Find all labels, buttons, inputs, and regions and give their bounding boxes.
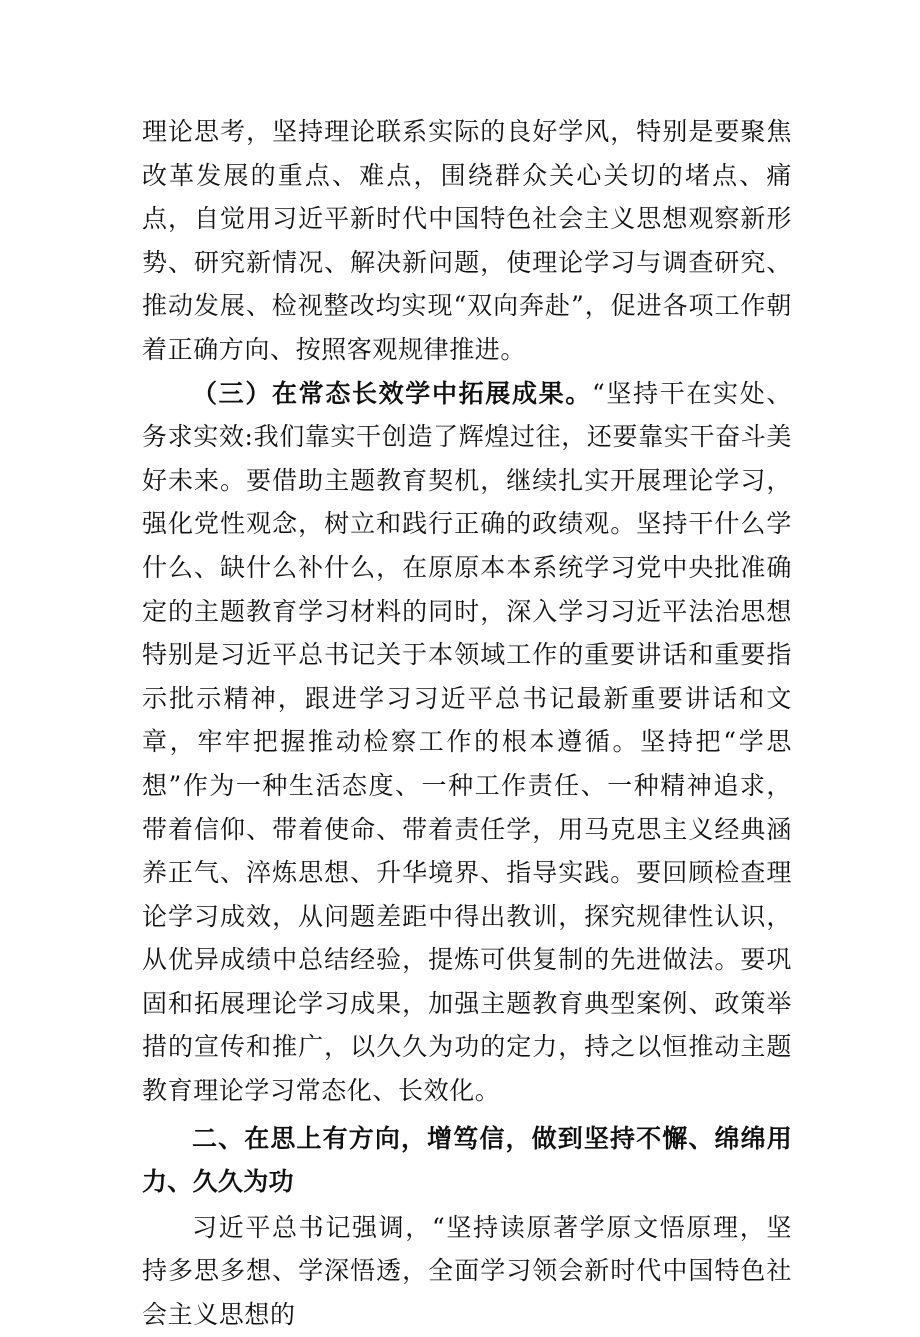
body-paragraph: 理论思考，坚持理论联系实际的良好学风，特别是要聚焦改革发展的重点、难点，围绕群众关心关切的堵点、痛点，自觉用习近平新时代中国特色社会主义思想观察新形势、研究新情况、解决新问题，使理论学习与调查研究、推动发展、检视整改均实现“双向奔赴”，促进各项工作朝着正确方向、按照客观规律推进。 bbox=[142, 117, 792, 364]
paragraph-body: “坚持干在实处、务求实效:我们靠实干创造了辉煌过往，还要靠实干奋斗美好未来。要借助主题教育契机，继续扎实开展理论学习，强化党性观念，树立和践行正确的政绩观。坚持干什么学什么、缺什么补什么，在原原本本系统学习党中央批准确定的主题教育学习材料的同时，深入学习习近平法治思想特别是习近平总书记关于本领域工作的重要讲话和重要指示批示精神，跟进学习习近平总书记最新重要讲话和文章，牢牢把握推动检察工作的根本遵循。坚持把“学思想”作为一种生活态度、一种工作责任、一种精神追求，带着信仰、带着使命、带着责任学，用马克思主义经典涵养正气、淬炼思想、升华境界、指导实践。要回顾检查理论学习成效，从问题差距中得出教训，探究规律性认识，从优异成绩中总结经验，提炼可供复制的先进做法。要巩固和拓展理论学习成果，加强主题教育典型案例、政策举措的宣传和推广，以久久为功的定力，持之以恒推动主题教育理论学习常态化、长效化。 bbox=[142, 378, 792, 1106]
body-paragraph-with-subheading bbox=[142, 372, 792, 1113]
body-paragraph: 习近平总书记强调，“坚持读原著学原文悟原理，坚持多思多想、学深悟透，全面学习领会新时代中国特色社会主义思想的 bbox=[142, 1212, 792, 1330]
document-page bbox=[142, 110, 792, 1337]
sub-heading: （三）在常态长效学中拓展成果。 bbox=[192, 378, 592, 408]
section-heading: 二、在思上有方向，增笃信，做到坚持不懈、绵绵用力、久久为功 bbox=[142, 1123, 792, 1197]
